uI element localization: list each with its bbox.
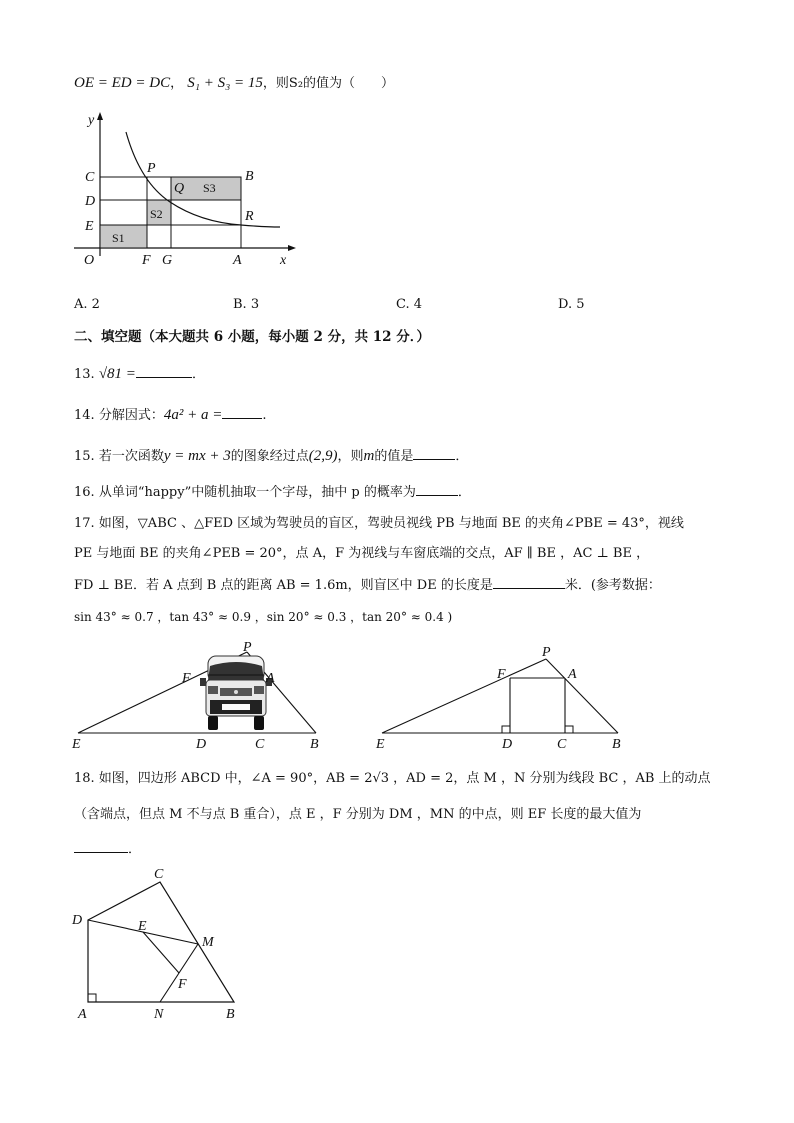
q17-line1: 17. 如图，▽ABC 、△FED 区域为驾驶员的盲区，驾驶员视线 PB 与地面 BE 的夹角∠PBE = 43°，视线 bbox=[74, 516, 684, 531]
q14-expr: 4a² + a = bbox=[163, 407, 223, 423]
van-image bbox=[200, 656, 272, 730]
q17-line2: PE 与地面 BE 的夹角∠PEB = 20°，点 A，F 为视线与车窗底端的交点，AF ∥ BE ，AC ⊥ BE ， bbox=[74, 546, 650, 561]
q18-line3 bbox=[74, 840, 141, 859]
q15-point: (2,9) bbox=[308, 448, 338, 464]
q12-label-Q: Q bbox=[174, 181, 185, 196]
q15-t2: 的图象经过点 bbox=[230, 449, 309, 464]
q15-answer-blank[interactable] bbox=[413, 447, 455, 460]
q17-fig1-label-B: B bbox=[310, 737, 319, 752]
q14-text: 分解因式： bbox=[98, 408, 164, 423]
q12-stem-cond: S₁ + S₃ = 15 bbox=[187, 75, 263, 91]
q17-fig1-label-D: D bbox=[196, 737, 207, 752]
q18-label-D: D bbox=[72, 913, 83, 928]
q17-fig1-label-F: F bbox=[182, 671, 191, 686]
q18-label-N: N bbox=[154, 1007, 164, 1022]
q12-label-S1: S1 bbox=[112, 231, 125, 245]
q17-fig1-label-E: E bbox=[72, 737, 81, 752]
q14 bbox=[74, 406, 266, 425]
q15-var: m bbox=[363, 448, 375, 464]
q16-num: 16. bbox=[74, 485, 95, 500]
q12-label-O: O bbox=[84, 253, 95, 268]
q12-label-S3: S3 bbox=[203, 181, 216, 195]
q15-end: ． bbox=[455, 449, 469, 464]
q15-t3: ，则 bbox=[337, 449, 364, 464]
q12-label-B: B bbox=[245, 169, 254, 184]
q18-label-E: E bbox=[138, 919, 147, 934]
q17-figure-2 bbox=[374, 638, 634, 758]
q17-line4: sin 43° ≈ 0.7 ，tan 43° ≈ 0.9 ，sin 20° ≈ 0.3 ，tan 20° ≈ 0.4 ) bbox=[74, 610, 453, 624]
q12-label-R: R bbox=[245, 209, 254, 224]
q17-fig1-label-C: C bbox=[255, 737, 265, 752]
q12-option-d: D. 5 bbox=[558, 297, 585, 312]
q17-fig2-label-E: E bbox=[376, 737, 385, 752]
q12-label-F: F bbox=[142, 253, 151, 268]
q15-expr: y = mx + 3 bbox=[163, 448, 231, 464]
q12-stem-text: ，则S₂的值为（ ） bbox=[262, 76, 395, 91]
q17-fig2-label-P: P bbox=[542, 645, 551, 660]
q12-label-G: G bbox=[162, 253, 173, 268]
q18-end: ． bbox=[128, 842, 142, 857]
q13-answer-blank[interactable] bbox=[136, 365, 192, 378]
q18-label-C: C bbox=[154, 867, 164, 882]
q12-figure bbox=[70, 110, 310, 280]
q18-line1: 18. 如图，四边形 ABCD 中，∠A = 90°，AB = 2√3 ，AD = 2，点 M ，N 分别为线段 BC ，AB 上的动点 bbox=[74, 771, 711, 786]
q12-label-A: A bbox=[233, 253, 242, 268]
q16 bbox=[74, 483, 471, 502]
q18-line2: （含端点，但点 M 不与点 B 重合），点 E ，F 分别为 DM ，MN 的中点，则 EF 长度的最大值为 bbox=[74, 807, 642, 822]
q17-fig2-label-F: F bbox=[497, 667, 506, 682]
q18-answer-blank[interactable] bbox=[74, 840, 128, 853]
q16-answer-blank[interactable] bbox=[416, 483, 458, 496]
q17-fig2-label-D: D bbox=[502, 737, 513, 752]
q12-label-y: y bbox=[88, 113, 95, 128]
q15 bbox=[74, 447, 468, 466]
q17-line3b: 米．(参考数据： bbox=[564, 578, 661, 593]
q16-text: 从单词“happy”中随机抽取一个字母，抽中 p 的概率为 bbox=[98, 485, 416, 500]
section-2-heading: 二、填空题（本大题共 6 小题，每小题 2 分，共 12 分．） bbox=[74, 329, 431, 345]
q17-fig1-label-A: A bbox=[266, 671, 275, 686]
q12-option-a: A. 2 bbox=[74, 297, 100, 312]
q18-label-B: B bbox=[226, 1007, 235, 1022]
q17-fig2-label-C: C bbox=[557, 737, 567, 752]
q12-label-x: x bbox=[280, 253, 287, 268]
q18-figure bbox=[70, 864, 260, 1024]
q17-answer-blank[interactable] bbox=[493, 576, 565, 589]
q17-fig1-label-P: P bbox=[243, 640, 252, 655]
q17-line3 bbox=[74, 576, 661, 595]
q15-num: 15. bbox=[74, 449, 95, 464]
q12-option-c: C. 4 bbox=[396, 297, 423, 312]
q12-label-D: D bbox=[85, 194, 96, 209]
q16-end: ． bbox=[457, 485, 471, 500]
q18-label-A: A bbox=[78, 1007, 87, 1022]
q17-fig2-label-B: B bbox=[612, 737, 621, 752]
q15-t4: 的值是 bbox=[374, 449, 414, 464]
q17-line3a: FD ⊥ BE．若 A 点到 B 点的距离 AB = 1.6m，则盲区中 DE 的长度是 bbox=[74, 578, 493, 593]
q18-label-M: M bbox=[202, 935, 214, 950]
q17-figure-1 bbox=[70, 638, 330, 758]
q14-end: . bbox=[262, 408, 267, 423]
q13-num: 13. bbox=[74, 367, 95, 382]
q12-option-b: B. 3 bbox=[233, 297, 260, 312]
q12-label-E: E bbox=[85, 219, 94, 234]
q12-label-S2: S2 bbox=[150, 207, 163, 221]
q12-stem: OE = ED = DC， S₁ + S₃ = 15，则S₂的值为（ ） bbox=[74, 75, 395, 91]
q17-fig2-label-A: A bbox=[568, 667, 577, 682]
q12-label-C: C bbox=[85, 170, 95, 185]
q14-num: 14. bbox=[74, 408, 95, 423]
q15-t1: 若一次函数 bbox=[98, 449, 164, 464]
q12-label-P: P bbox=[147, 161, 156, 176]
q14-answer-blank[interactable] bbox=[222, 406, 262, 419]
q13-expr: √81 = bbox=[98, 366, 136, 382]
q18-label-F: F bbox=[178, 977, 187, 992]
q13-end: ． bbox=[191, 367, 205, 382]
q12-stem-math: OE = ED = DC bbox=[74, 75, 171, 91]
q13 bbox=[74, 365, 205, 384]
